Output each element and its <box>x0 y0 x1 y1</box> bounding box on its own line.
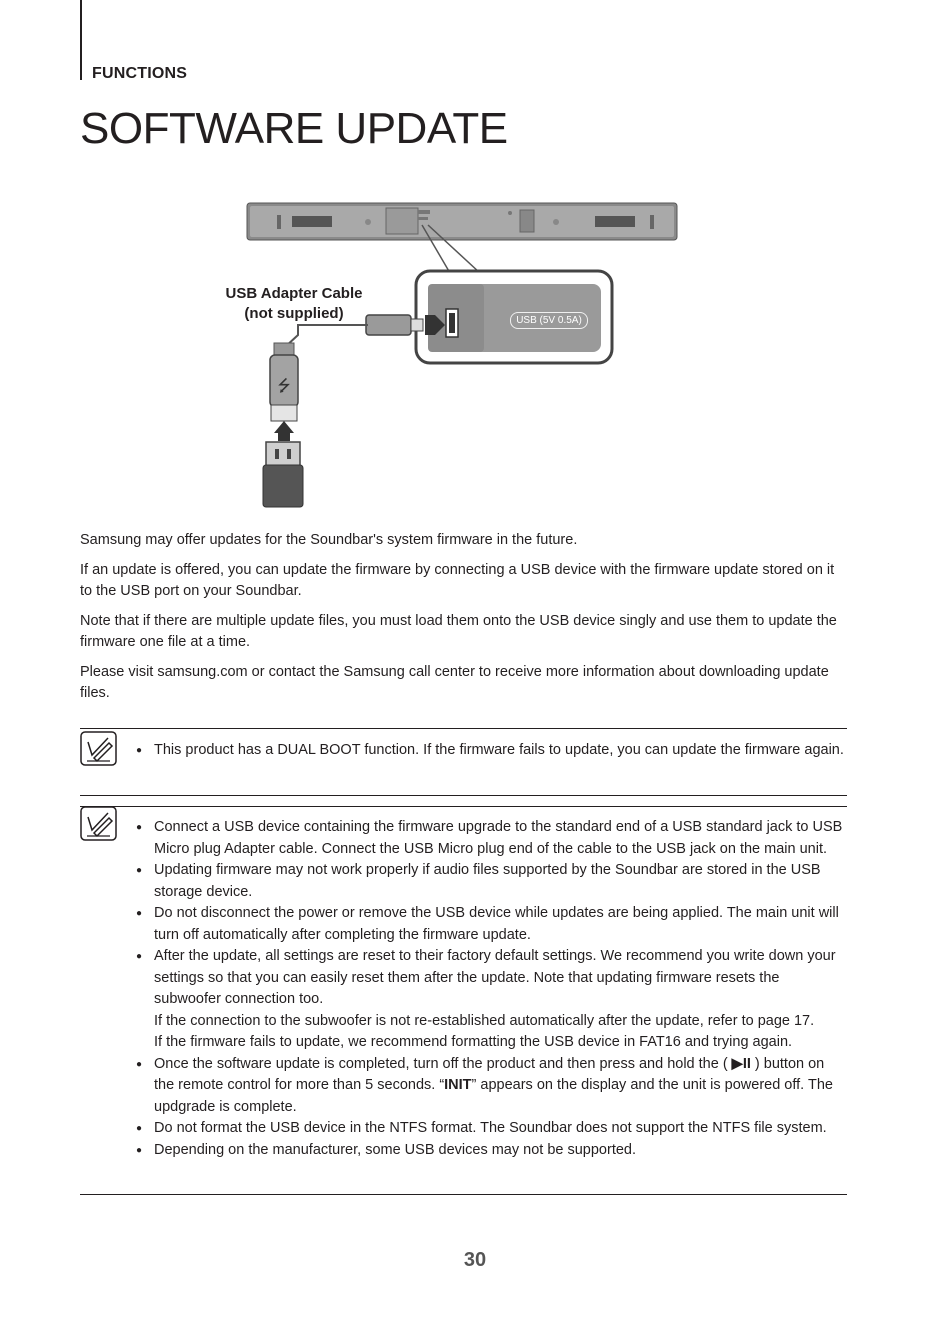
paragraph: Samsung may offer updates for the Soundbar's system firmware in the future. <box>80 532 578 548</box>
list-item: ● Do not format the USB device in the NTFS format. The Soundbar does not support the NTFS file system. <box>136 1118 848 1140</box>
list-item-text: After the update, all settings are reset to their factory default settings. We recommend you write down your settings so that you can easily reset them after the update. Note that updating firmware resets the subwoofer connection too. <box>154 948 836 1007</box>
note-bullet-list <box>136 740 848 762</box>
list-item-text: Once the software update is completed, turn off the product and then press and hold the ( <box>154 1055 728 1072</box>
list-item: ● Updating firmware may not work properly if audio files supported by the Soundbar are stored in the USB storage device. <box>136 860 848 903</box>
usb-standard-plug <box>270 343 298 441</box>
note-pencil-icon <box>80 731 117 766</box>
cable-label-line1: USB Adapter Cable <box>225 285 363 302</box>
list-item-continuation: If the connection to the subwoofer is not re-established automatically after the update, refer to page 17. <box>154 1012 815 1029</box>
note-pencil-icon <box>80 806 117 841</box>
body-text <box>80 530 850 713</box>
usb-port-label: USB (5V 0.5A) <box>510 312 588 329</box>
page-number: 30 <box>463 1249 487 1271</box>
cable-label <box>204 284 384 324</box>
list-item: ● Connect a USB device containing the firmware upgrade to the standard end of a USB standard jack to USB Micro plug Adapter cable. Connect the USB Micro plug end of the cable to the USB jack on the main unit. <box>136 817 848 860</box>
list-item: ● Depending on the manufacturer, some USB devices may not be supported. <box>136 1140 848 1162</box>
list-item <box>136 1054 848 1119</box>
list-item: ● Do not disconnect the power or remove the USB device while updates are being applied. The main unit will turn off automatically after completing the firmware update. <box>136 903 848 946</box>
list-item-text: ” appears on the display and the unit is powered off. The updgrade is complete. <box>154 1077 833 1115</box>
note-bullet-list <box>136 817 848 1161</box>
list-item <box>136 946 848 1054</box>
svg-text:⭍: ⭍ <box>277 376 291 395</box>
note-box <box>80 728 847 796</box>
init-text: INIT <box>444 1077 472 1093</box>
paragraph: Note that if there are multiple update files, you must load them onto the USB device singly and use them to update the firmware one file at a time. <box>80 613 837 650</box>
cable-label-line2: (not supplied) <box>244 305 344 322</box>
list-item-text: ) button on the remote control for more than 5 seconds. “ <box>154 1055 825 1093</box>
soundbar-illustration <box>247 203 677 240</box>
paragraph: If an update is offered, you can update the firmware by connecting a USB device with the firmware update stored on it to the USB port on your Soundbar. <box>80 562 835 599</box>
note-box <box>80 795 847 1195</box>
divider <box>80 806 847 807</box>
play-pause-symbol: ▶II <box>727 1055 755 1072</box>
usb-flash-drive <box>263 442 303 507</box>
header-rule <box>80 0 82 80</box>
list-item-continuation: If the firmware fails to update, we recommend formatting the USB device in FAT16 and trying again. <box>154 1034 793 1050</box>
paragraph: Please visit samsung.com or contact the Samsung call center to receive more information about downloading update files. <box>80 664 829 701</box>
page-title: SOFTWARE UPDATE <box>80 104 508 153</box>
usb-connection-illustration <box>200 195 700 515</box>
section-label: FUNCTIONS <box>92 65 188 82</box>
list-item: ● This product has a DUAL BOOT function. If the firmware fails to update, you can update the firmware again. <box>136 740 848 762</box>
